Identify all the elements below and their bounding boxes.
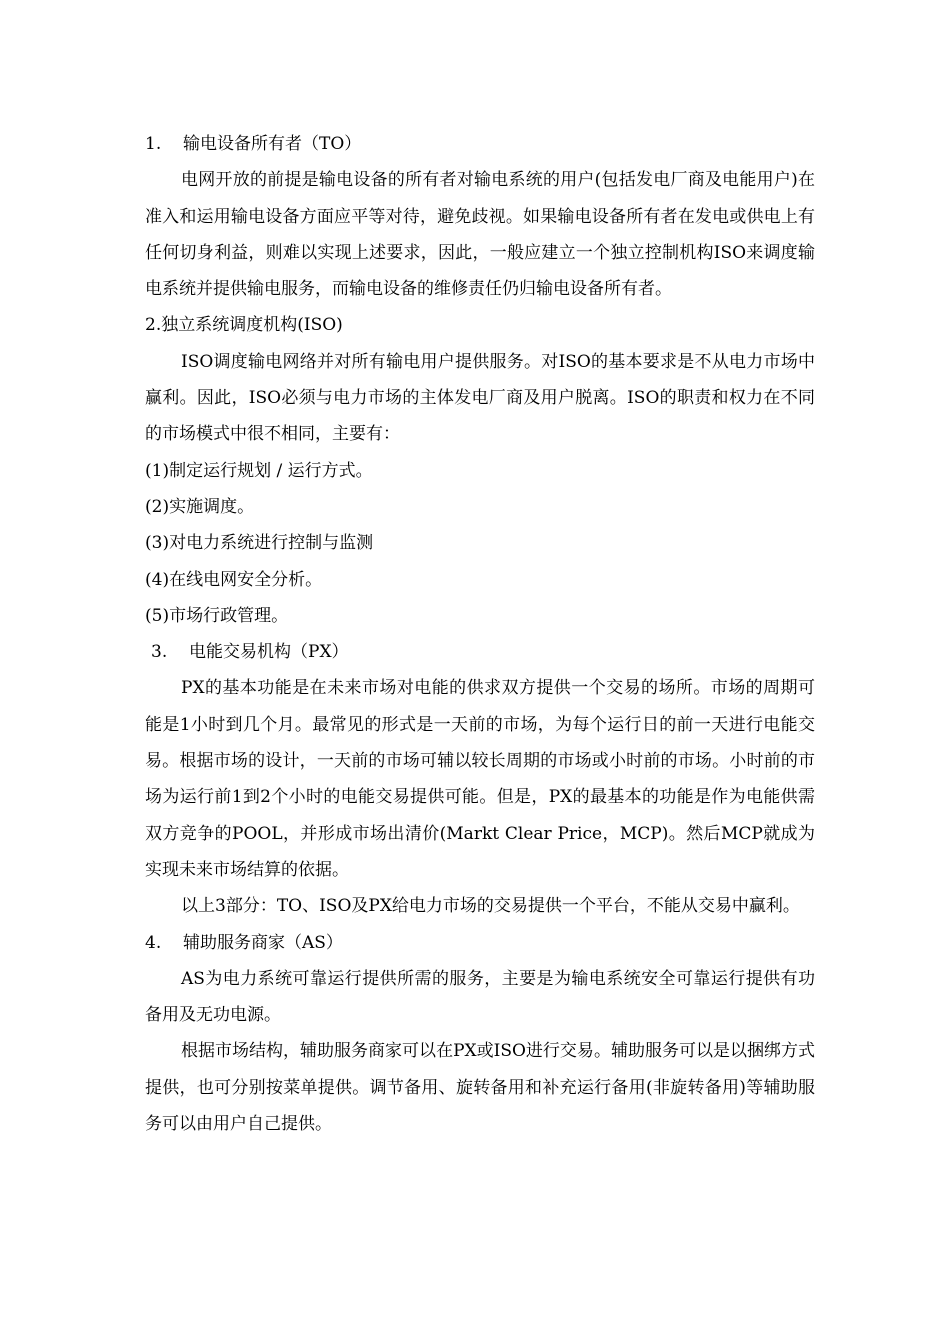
list-item: (3)对电力系统进行控制与监测 bbox=[145, 533, 374, 554]
section-3-summary: 以上3部分：TO、ISO及PX给电力市场的交易提供一个平台，不能从交易中赢利。 bbox=[181, 896, 800, 917]
section-2-title: 独立系统调度机构(ISO) bbox=[161, 315, 343, 336]
section-2-heading bbox=[145, 307, 815, 343]
section-4-title: 辅助服务商家（AS） bbox=[183, 932, 343, 953]
section-4-heading bbox=[145, 925, 815, 961]
section-3-heading bbox=[145, 634, 815, 670]
section-2-paragraph: ISO调度输电网络并对所有输电用户提供服务。对ISO的基本要求是不从电力市场中赢利。因此，ISO必须与电力市场的主体发电厂商及用户脱离。ISO的职责和权力在不同的市场模式中很不相同，主要有： bbox=[145, 351, 815, 445]
section-3-number: 3. bbox=[151, 642, 168, 663]
section-3-paragraph: PX的基本功能是在未来市场对电能的供求双方提供一个交易的场所。市场的周期可能是1小时到几个月。最常见的形式是一天前的市场，为每个运行日的前一天进行电能交易。根据市场的设计，一天前的市场可辅以较长周期的市场或小时前的市场。小时前的市场为运行前1到2个小时的电能交易提供可能。但是，PX的最基本的功能是作为电能供需双方竞争的POOL，并形成市场出清价(Markt Clear Price，MCP)。然后MCP就成为实现未来市场结算的依据。 bbox=[145, 678, 815, 880]
section-1-heading bbox=[145, 126, 815, 162]
section-2-number: 2. bbox=[145, 315, 162, 336]
list-item: (4)在线电网安全分析。 bbox=[145, 569, 323, 590]
list-item: (5)市场行政管理。 bbox=[145, 605, 289, 626]
section-1-paragraph: 电网开放的前提是输电设备的所有者对输电系统的用户(包括发电厂商及电能用户)在准入和运用输电设备方面应平等对待，避免歧视。如果输电设备所有者在发电或供电上有任何切身利益，则难以实现上述要求，因此，一般应建立一个独立控制机构ISO来调度输电系统并提供输电服务，而输电设备的维修责任仍归输电设备所有者。 bbox=[145, 170, 815, 300]
section-4-paragraph-2: 根据市场结构，辅助服务商家可以在PX或ISO进行交易。辅助服务可以是以捆绑方式提供，也可分别按菜单提供。调节备用、旋转备用和补充运行备用(非旋转备用)等辅助服务可以由用户自己提供。 bbox=[145, 1041, 815, 1135]
list-item: (1)制定运行规划 / 运行方式。 bbox=[145, 460, 373, 481]
document-page bbox=[145, 126, 815, 1142]
list-item: (2)实施调度。 bbox=[145, 496, 255, 517]
section-1-number: 1. bbox=[145, 134, 162, 154]
section-4-paragraph-1: AS为电力系统可靠运行提供所需的服务，主要是为输电系统安全可靠运行提供有功备用及无功电源。 bbox=[145, 968, 815, 1026]
section-1-title: 输电设备所有者（TO） bbox=[183, 134, 362, 154]
section-3-title: 电能交易机构（PX） bbox=[189, 642, 349, 663]
section-4-number: 4. bbox=[145, 932, 162, 953]
